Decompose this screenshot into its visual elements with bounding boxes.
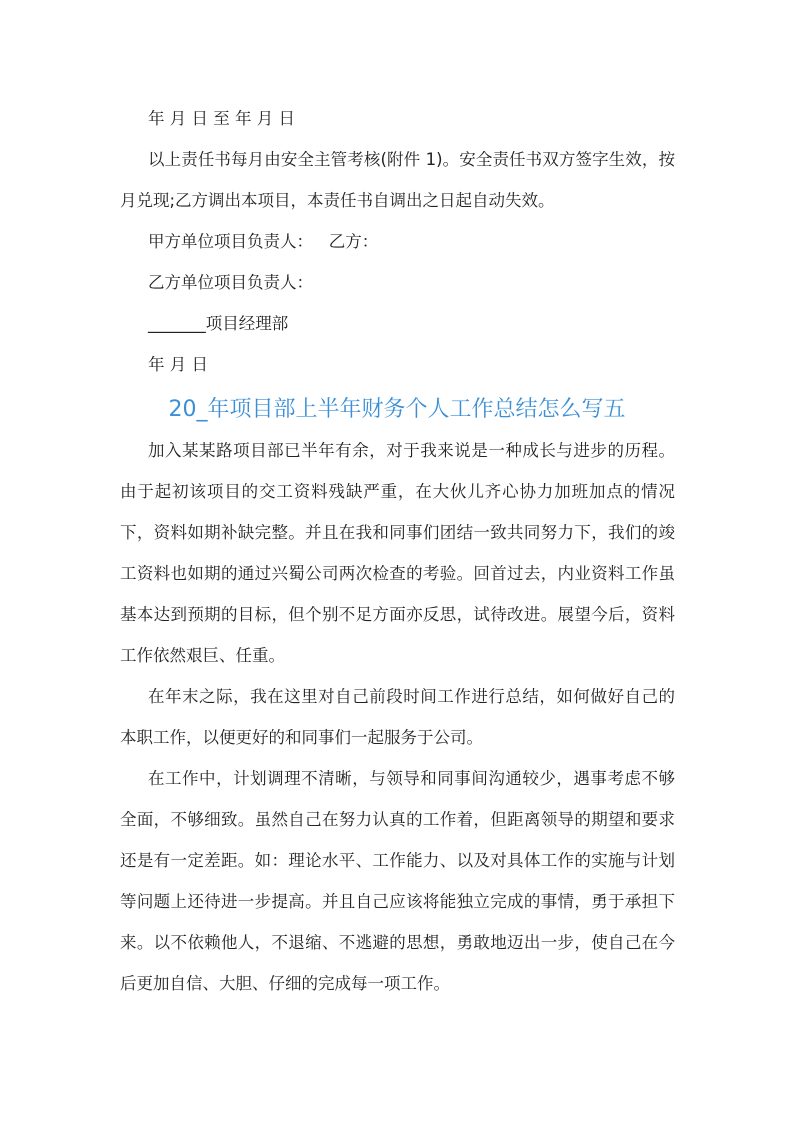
signature-date-line: 年 月 日 — [148, 355, 208, 374]
responsibility-paragraph: 以上责任书每月由安全主管考核(附件 1)。安全责任书双方签字生效，按月兑现;乙方调出本项目，本责任书自调出之日起自动失效。 — [120, 150, 675, 210]
body-paragraph-1: 加入某某路项目部已半年有余，对于我来说是一种成长与进步的历程。由于起初该项目的交工资料残缺严重，在大伙儿齐心协力加班加点的情况下，资料如期补缺完整。并且在我和同事们团结一致共同努力下，我们的竣工资料也如期的通过兴蜀公司两次检查的考验。回首过去，内业资料工作虽基本达到预期的目标，但个别不足方面亦反思，试待改进。展望今后，资料工作依然艰巨、任重。 — [120, 441, 675, 665]
project-department-line: _______项目经理部 — [148, 314, 289, 333]
body-section — [120, 430, 675, 1004]
body-paragraph-3: 在工作中，计划调理不清晰，与领导和同事间沟通较少，遇事考虑不够全面，不够细致。虽然自己在努力认真的工作着，但距离领导的期望和要求还是有一定差距。如：理论水平、工作能力、以及对具体工作的实施与计划等问题上还待进一步提高。并且自己应该将能独立完成的事情，勇于承担下来。以不依赖他人，不退缩、不逃避的思想，勇敢地迈出一步，使自己在今后更加自信、大胆、仔细的完成每一项工作。 — [120, 769, 675, 993]
party-a-signature-line: 甲方单位项目负责人： 乙方： — [148, 232, 379, 251]
date-range-line: 年 月 日 至 年 月 日 — [148, 109, 295, 128]
party-b-signature-line: 乙方单位项目负责人： — [148, 273, 313, 292]
section-heading: 20_年项目部上半年财务个人工作总结怎么写五 — [168, 397, 626, 422]
body-paragraph-2: 在年末之际，我在这里对自己前段时间工作进行总结，如何做好自己的本职工作，以便更好的和同事们一起服务于公司。 — [120, 687, 675, 747]
top-section — [120, 98, 675, 385]
